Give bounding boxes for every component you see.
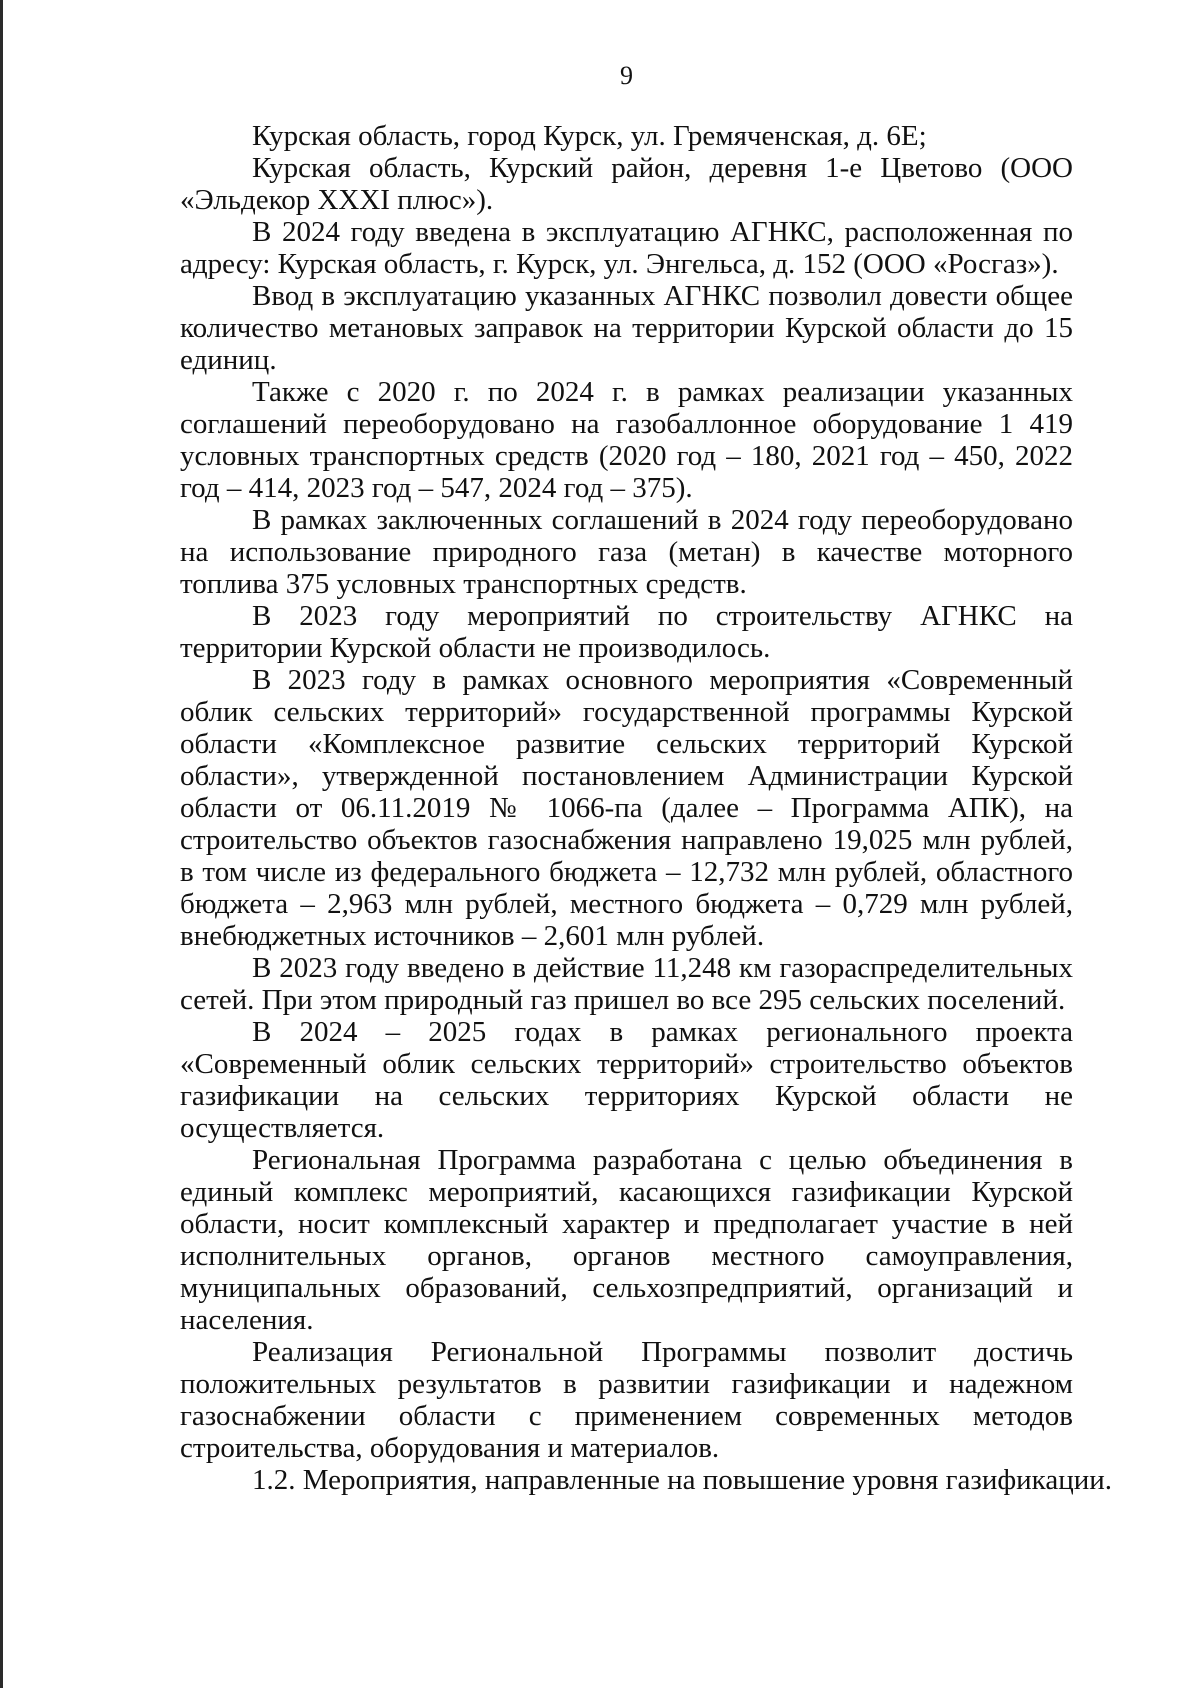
paragraph-conversion-2020-2024: Также с 2020 г. по 2024 г. в рамках реализации указанных соглашений переоборудовано на газобаллонное оборудование 1 419 условных транспортных средств (2020 год – 180, 2021 год – 450, 2022 год – 414, 2023 год – 547, 2024 год – 375). [180,376,1073,504]
paragraph-address-gremyachenskaya: Курская область, город Курск, ул. Гремяченская, д. 6Е; [252,120,927,152]
paragraph-agnks-2023: В 2023 году мероприятий по строительству АГНКС на территории Курской области не производилось. [180,600,1073,664]
scan-left-edge [0,0,3,1688]
page-number: 9 [620,61,633,90]
document-body [180,120,1113,1496]
paragraph-address-tsvetovo: Курская область, Курский район, деревня 1-е Цветово (ООО «Эльдекор XXXI плюс»). [180,152,1073,216]
section-heading: 1.2. Мероприятия, направленные на повышение уровня газификации. [252,1464,1113,1496]
paragraph-conversion-2024: В рамках заключенных соглашений в 2024 году переоборудовано на использование природного газа (метан) в качестве моторного топлива 375 условных транспортных средств. [180,504,1073,600]
paragraph-regional-program-goal: Региональная Программа разработана с целью объединения в единый комплекс мероприятий, касающихся газификации Курской области, носит комплексный характер и предполагает участие в ней исполнительных органов, органов местного самоуправления, муниципальных образований, сельхозпредприятий, организаций и населения. [180,1144,1073,1336]
paragraph-2024-2025: В 2024 – 2025 годах в рамках регионального проекта «Современный облик сельских территорий» строительство объектов газификации на сельских территориях Курской области не осуществляется. [180,1016,1073,1144]
paragraph-agnks-2024: В 2024 году введена в эксплуатацию АГНКС, расположенная по адресу: Курская область, г. Курск, ул. Энгельса, д. 152 (ООО «Росгаз»). [180,216,1073,280]
paragraph-regional-program-results: Реализация Региональной Программы позволит достичь положительных результатов в развитии газификации и надежном газоснабжении области с применением современных методов строительства, оборудования и материалов. [180,1336,1073,1464]
paragraph-networks-2023: В 2023 году введено в действие 11,248 км газораспределительных сетей. При этом природный газ пришел во все 295 сельских поселений. [180,952,1073,1016]
paragraph-methane-stations-count: Ввод в эксплуатацию указанных АГНКС позволил довести общее количество метановых заправок на территории Курской области до 15 единиц. [180,280,1073,376]
document-page [180,60,1113,1496]
paragraph-rural-program-2023: В 2023 году в рамках основного мероприятия «Современный облик сельских территорий» государственной программы Курской области «Комплексное развитие сельских территорий Курской области», утвержденной постановлением Администрации Курской области от 06.11.2019 № 1066-па (далее – Программа АПК), на строительство объектов газоснабжения направлено 19,025 млн рублей, в том числе из федерального бюджета – 12,732 млн рублей, областного бюджета – 2,963 млн рублей, местного бюджета – 0,729 млн рублей, внебюджетных источников – 2,601 млн рублей. [180,664,1073,952]
